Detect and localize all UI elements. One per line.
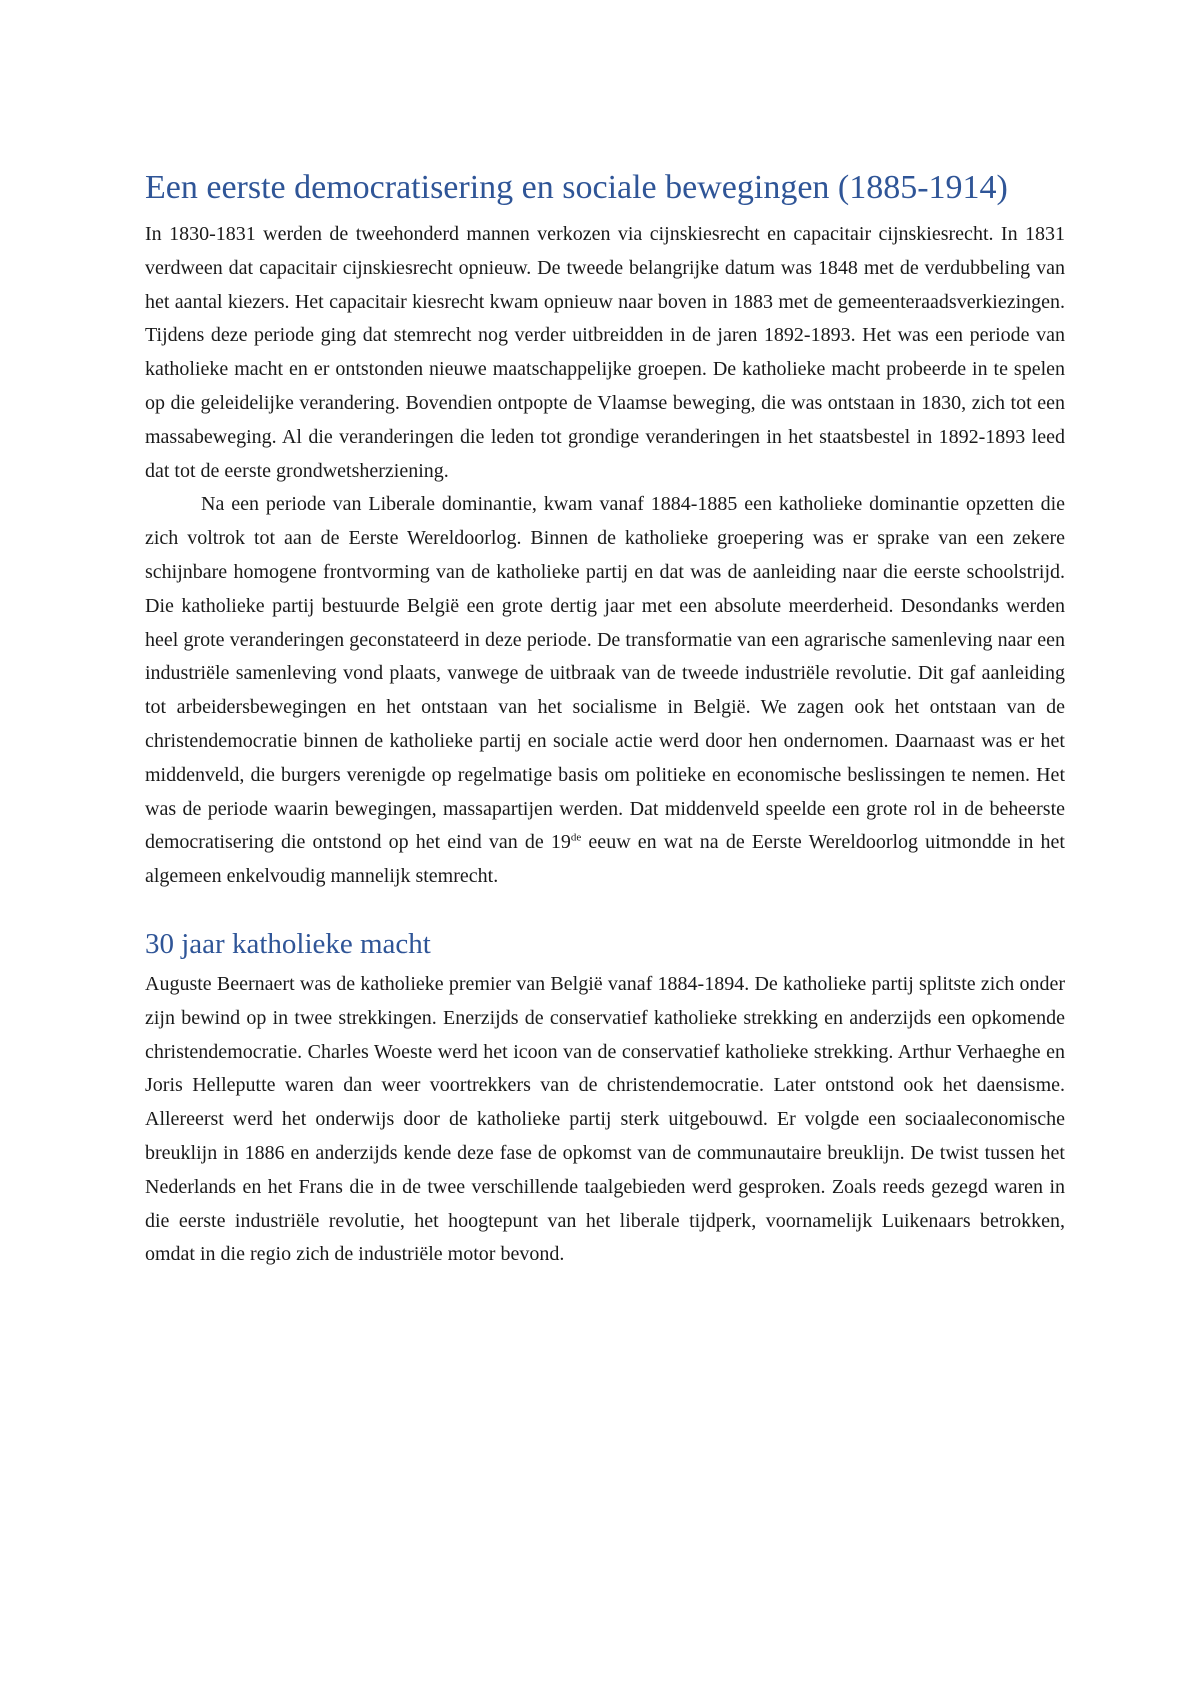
paragraph-beernaert: Auguste Beernaert was de katholieke premier van België vanaf 1884-1894. De katholieke partij splitste zich onder zijn bewind op in twee strekkingen. Enerzijds de conservatief katholieke strekking en anderzijds een opkomende christendemocratie. Charles Woeste werd het icoon van de conservatief katholieke strekking. Arthur Verhaeghe en Joris Helleputte waren dan weer voortrekkers van de christendemocratie. Later ontstond ook het daensisme. Allereerst werd het onderwijs door de katholieke partij sterk uitgebouwd. Er volgde een sociaaleconomische breuklijn in 1886 en anderzijds kende deze fase de opkomst van de communautaire breuklijn. De twist tussen het Nederlands en het Frans die in de twee verschillende taalgebieden werd gesproken. Zoals reeds gezegd waren in die eerste industriële revolutie, het hoogtepunt van het liberale tijdperk, voornamelijk Luikenaars betrokken, omdat in die regio zich de industriële motor bevond.: [145, 972, 1065, 1266]
section-heading-katholieke-macht: 30 jaar katholieke macht: [145, 927, 431, 960]
document-body: [145, 166, 1065, 1272]
ordinal-superscript: de: [570, 831, 582, 844]
paragraph-text-part-1: Na een periode van Liberale dominantie, kwam vanaf 1884-1885 een katholieke dominantie opzetten die zich voltrok tot aan de Eerste Wereldoorlog. Binnen de katholieke groepering was er sprake van een zekere schijnbare homogene frontvorming van de katholieke partij en dat was de aanleiding naar die eerste schoolstrijd. Die katholieke partij bestuurde België een grote dertig jaar met een absolute meerderheid. Desondanks werden heel grote veranderingen geconstateerd in deze periode. De transformatie van een agrarische samenleving naar een industriële samenleving vond plaats, vanwege de uitbraak van de tweede industriële revolutie. Dit gaf aanleiding tot arbeidersbewegingen en het ontstaan van het socialisme in België. We zagen ook het ontstaan van de christendemocratie binnen de katholieke partij en sociale actie werd door hen ondernomen. Daarnaast was er het middenveld, die burgers verenigde op regelmatige basis om politieke en economische beslissingen te nemen. Het was de periode waarin bewegingen, massapartijen werden. Dat middenveld speelde een grote rol in de beheerste democratisering die ontstond op het eind van de 19: [145, 493, 1065, 854]
paragraph-text-part-2: eeuw en wat na de Eerste Wereldoorlog uitmondde in het algemeen enkelvoudig mannelijk stemrecht.: [145, 831, 1065, 888]
section-heading-democratisering: Een eerste democratisering en sociale bewegingen (1885-1914): [145, 169, 1008, 206]
paragraph-katholieke-dominantie: [145, 488, 1065, 894]
paragraph-kiesrecht: In 1830-1831 werden de tweehonderd mannen verkozen via cijnskiesrecht en capacitair cijnskiesrecht. In 1831 verdween dat capacitair cijnskiesrecht opnieuw. De tweede belangrijke datum was 1848 met de verdubbeling van het aantal kiezers. Het capacitair kiesrecht kwam opnieuw naar boven in 1883 met de gemeenteraadsverkiezingen. Tijdens deze periode ging dat stemrecht nog verder uitbreidden in de jaren 1892-1893. Het was een periode van katholieke macht en er ontstonden nieuwe maatschappelijke groepen. De katholieke macht probeerde in te spelen op die geleidelijke verandering. Bovendien ontpopte de Vlaamse beweging, die was ontstaan in 1830, zich tot een massabeweging. Al die veranderingen die leden tot grondige veranderingen in het staatsbestel in 1892-1893 leed dat tot de eerste grondwetsherziening.: [145, 223, 1065, 482]
